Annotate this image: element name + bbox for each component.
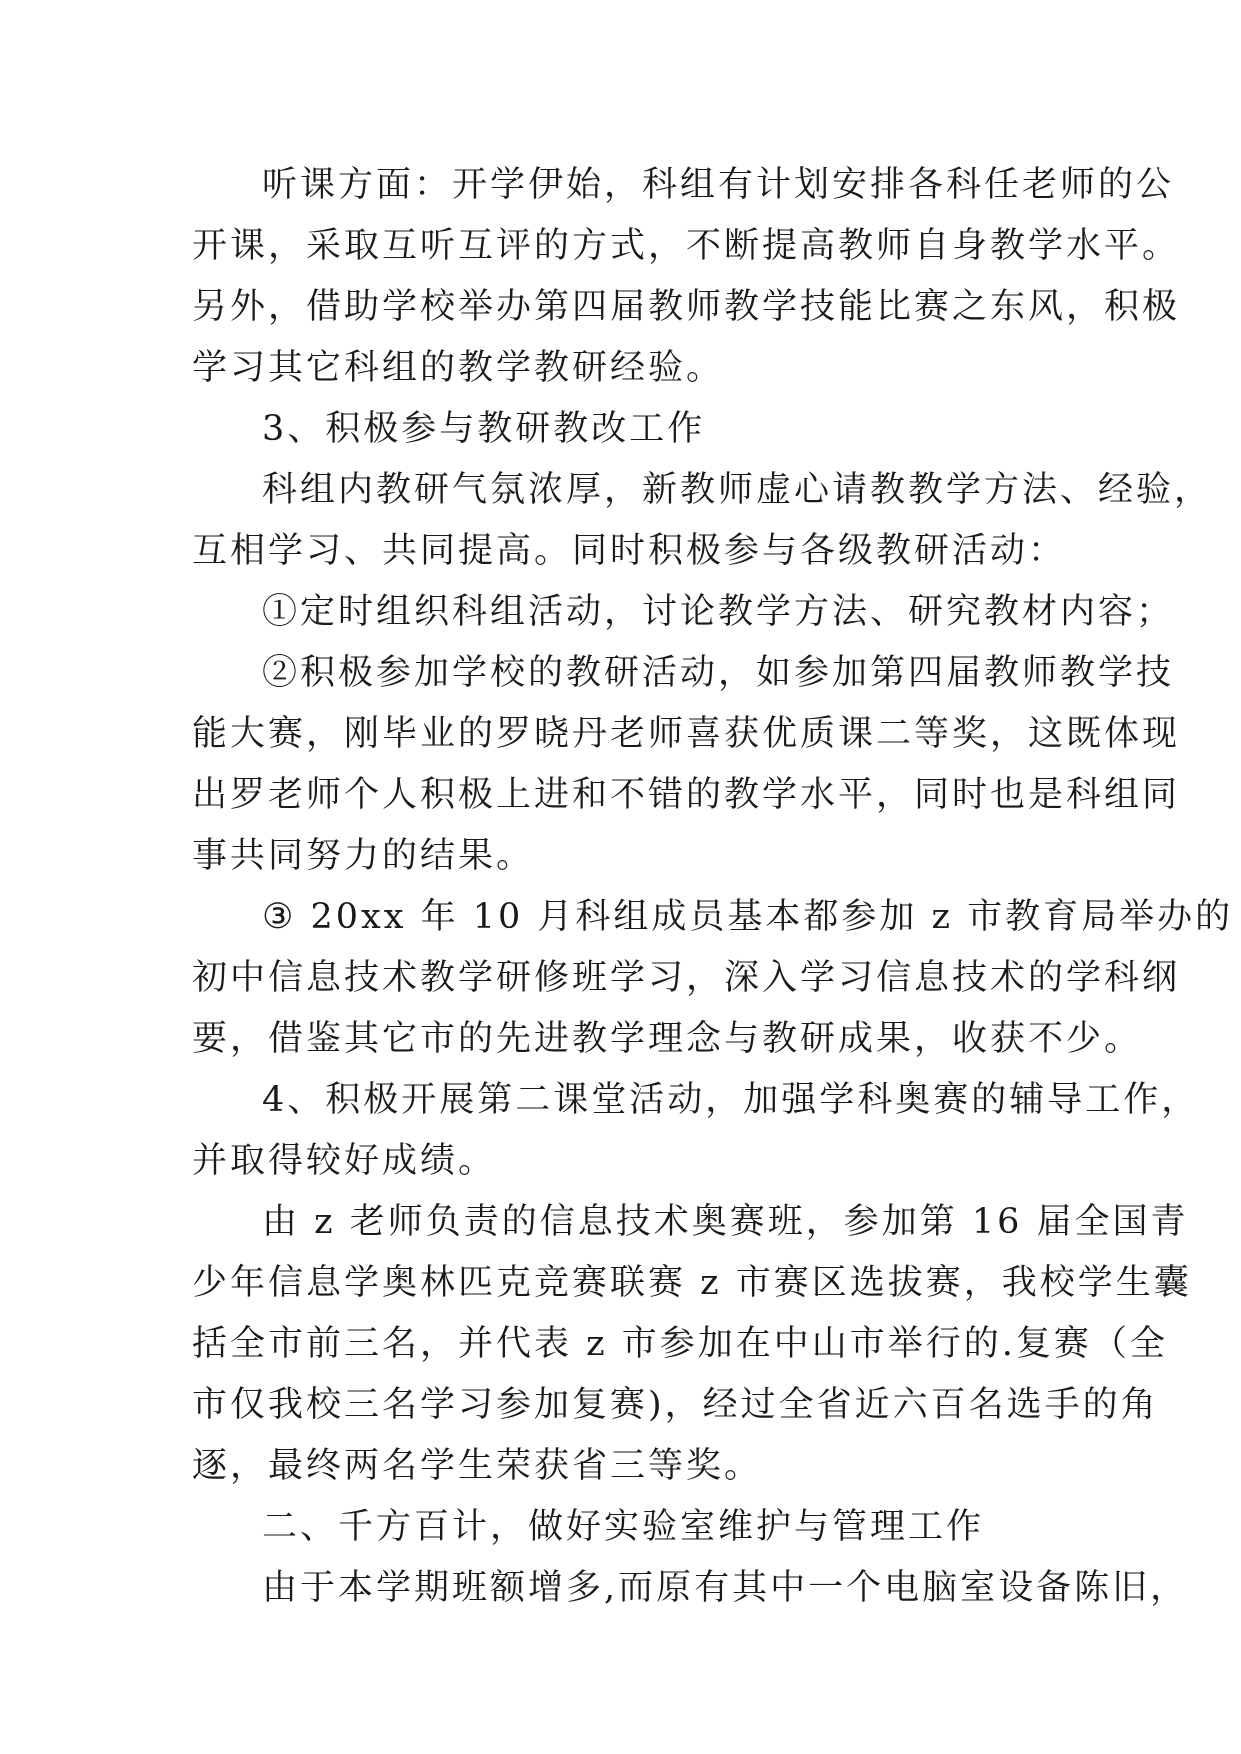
- text-line: 开课，采取互听互评的方式，不断提高教师自身教学水平。: [192, 226, 1181, 266]
- text-line: 要，借鉴其它市的先进教学理念与教研成果，收获不少。: [192, 1019, 1143, 1059]
- text-line: 出罗老师个人积极上进和不错的教学水平，同时也是科组同: [192, 775, 1181, 815]
- text-line: 市仅我校三名学习参加复赛)，经过全省近六百名选手的角: [192, 1385, 1159, 1425]
- text-line: 并取得较好成绩。: [192, 1141, 497, 1181]
- text-line: 括全市前三名，并代表 z 市参加在中山市举行的.复赛（全: [192, 1324, 1168, 1364]
- text-line: 互相学习、共同提高。同时积极参与各级教研活动：: [192, 531, 1067, 571]
- text-line: 少年信息学奥林匹克竞赛联赛 z 市赛区选拔赛，我校学生囊: [192, 1263, 1192, 1303]
- section-heading: 二、千方百计，做好实验室维护与管理工作: [262, 1507, 985, 1547]
- section-heading: 3、积极参与教研教改工作: [262, 409, 706, 449]
- list-item: ①定时组织科组活动，讨论教学方法、研究教材内容；: [262, 592, 1175, 632]
- text-line: 能大赛，刚毕业的罗晓丹老师喜获优质课二等奖，这既体现: [192, 714, 1181, 754]
- text-line: 听课方面：开学伊始，科组有计划安排各科任老师的公: [262, 165, 1175, 205]
- text-line: 初中信息技术教学研修班学习，深入学习信息技术的学科纲: [192, 958, 1181, 998]
- list-item: ②积极参加学校的教研活动，如参加第四届教师教学技: [262, 653, 1175, 693]
- section-heading: 4、积极开展第二课堂活动，加强学科奥赛的辅导工作，: [262, 1080, 1200, 1120]
- text-line: 由 z 老师负责的信息技术奥赛班，参加第 16 届全国青: [262, 1202, 1189, 1242]
- text-line: 逐，最终两名学生荣获省三等奖。: [192, 1446, 763, 1486]
- list-item: ③ 20xx 年 10 月科组成员基本都参加 z 市教育局举办的: [262, 897, 1234, 937]
- text-line: 另外，借助学校举办第四届教师教学技能比赛之东风，积极: [192, 287, 1181, 327]
- text-line: 学习其它科组的教学教研经验。: [192, 348, 725, 388]
- text-line: 由于本学期班额增多,而原有其中一个电脑室设备陈旧，: [262, 1568, 1189, 1608]
- text-line: 事共同努力的结果。: [192, 836, 535, 876]
- text-line: 科组内教研气氛浓厚，新教师虚心请教教学方法、经验，: [262, 470, 1213, 510]
- document-page: [192, 155, 1234, 1619]
